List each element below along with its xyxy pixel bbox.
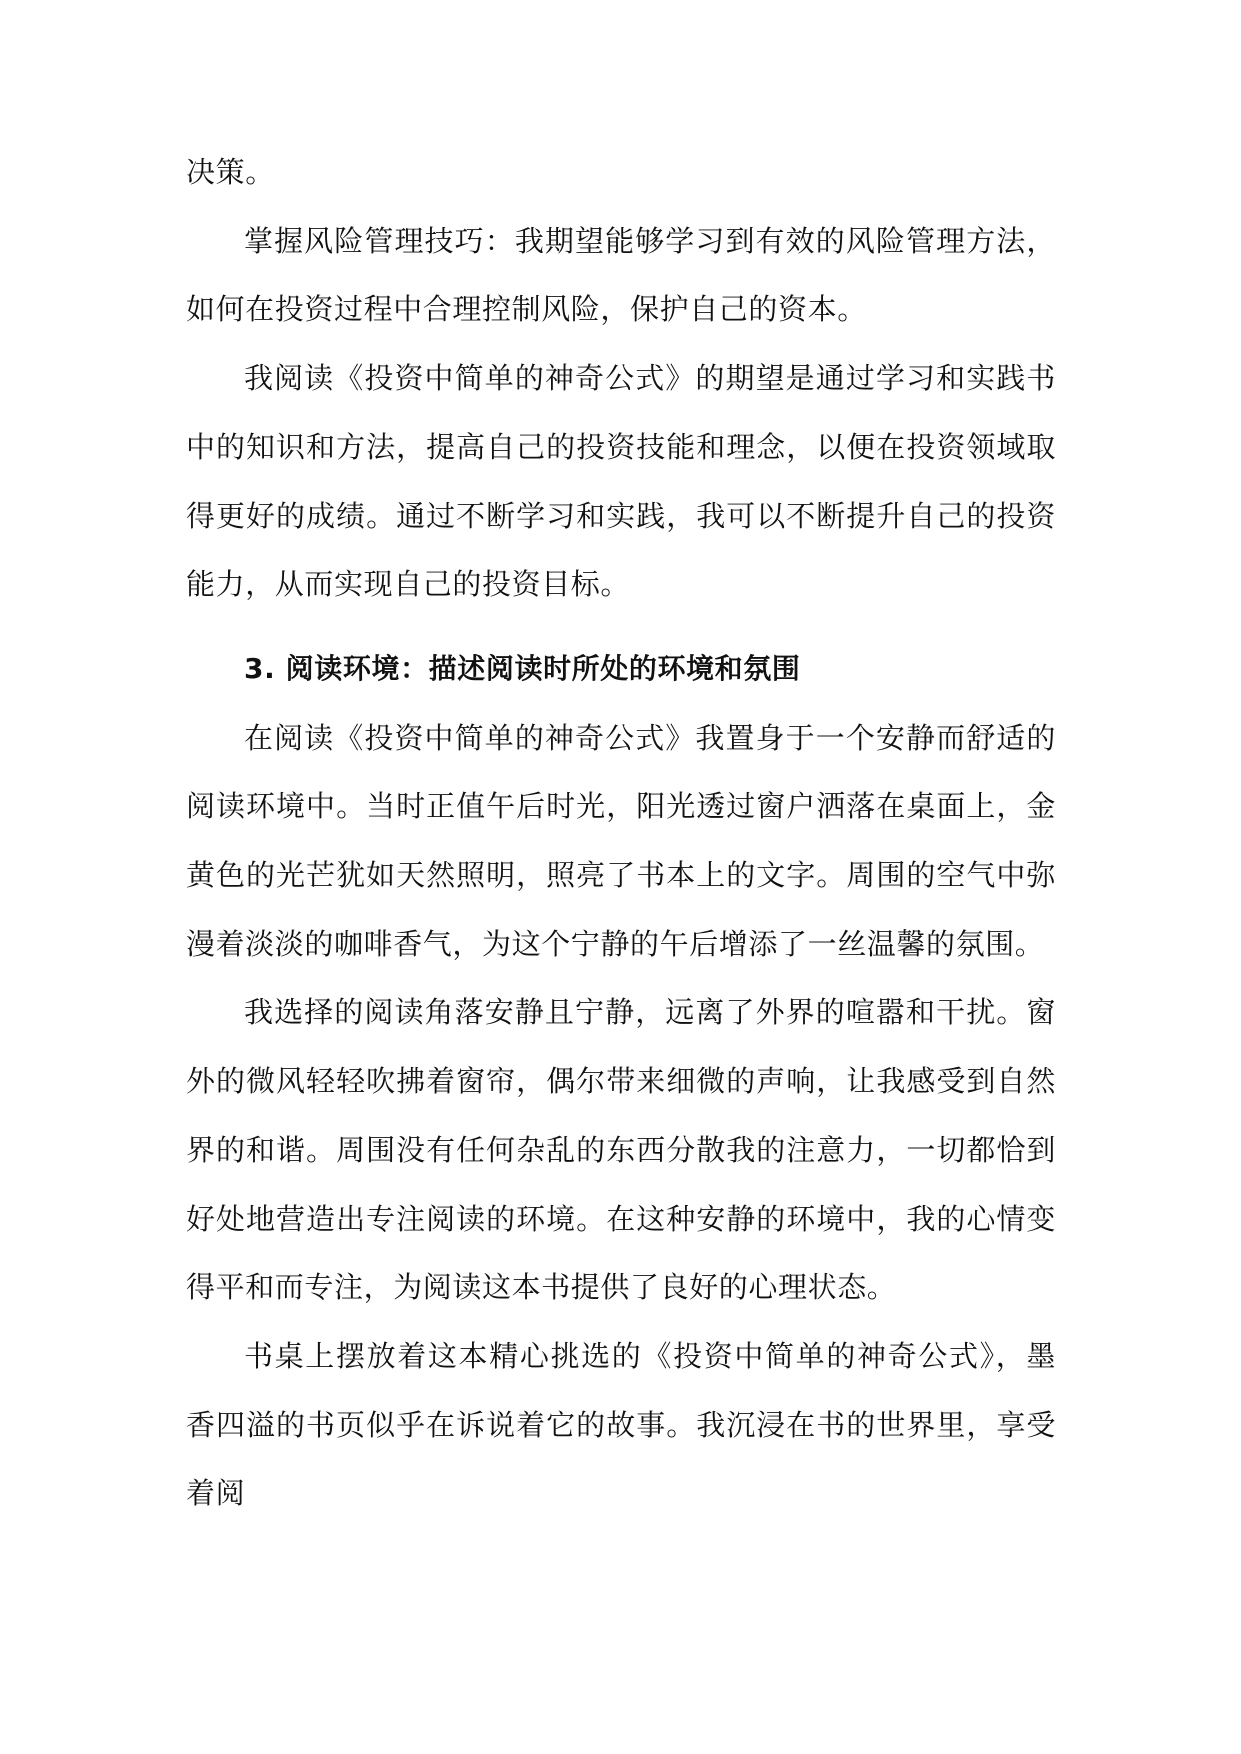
paragraph-continuation: 决策。 <box>186 155 275 189</box>
paragraph-environment-desk: 书桌上摆放着这本精心挑选的《投资中简单的神奇公式》，墨香四溢的书页似乎在诉说着它的故事。我沉浸在书的世界里，享受着阅 <box>186 1338 1056 1511</box>
paragraph-environment-corner: 我选择的阅读角落安静且宁静，远离了外界的喧嚣和干扰。窗外的微风轻轻吹拂着窗帘，偶尔带来细微的声响，让我感受到自然界的和谐。周围没有任何杂乱的东西分散我的注意力，一切都恰到好处地营造出专注阅读的环境。在这种安静的环境中，我的心情变得平和而专注，为阅读这本书提供了良好的心理状态。 <box>186 995 1056 1305</box>
paragraph-environment-afternoon: 在阅读《投资中简单的神奇公式》我置身于一个安静而舒适的阅读环境中。当时正值午后时光，阳光透过窗户洒落在桌面上，金黄色的光芒犹如天然照明，照亮了书本上的文字。周围的空气中弥漫着淡淡的咖啡香气，为这个宁静的午后增添了一丝温馨的氛围。 <box>186 720 1056 961</box>
paragraph-risk-management: 掌握风险管理技巧：我期望能够学习到有效的风险管理方法，如何在投资过程中合理控制风险，保护自己的资本。 <box>186 223 1056 327</box>
paragraph-reading-expectation: 我阅读《投资中简单的神奇公式》的期望是通过学习和实践书中的知识和方法，提高自己的投资技能和理念，以便在投资领域取得更好的成绩。通过不断学习和实践，我可以不断提升自己的投资能力，从而实现自己的投资目标。 <box>186 361 1056 602</box>
document-body <box>186 138 1056 1528</box>
section-heading-reading-environment: 3. 阅读环境：描述阅读时所处的环境和氛围 <box>244 651 801 685</box>
